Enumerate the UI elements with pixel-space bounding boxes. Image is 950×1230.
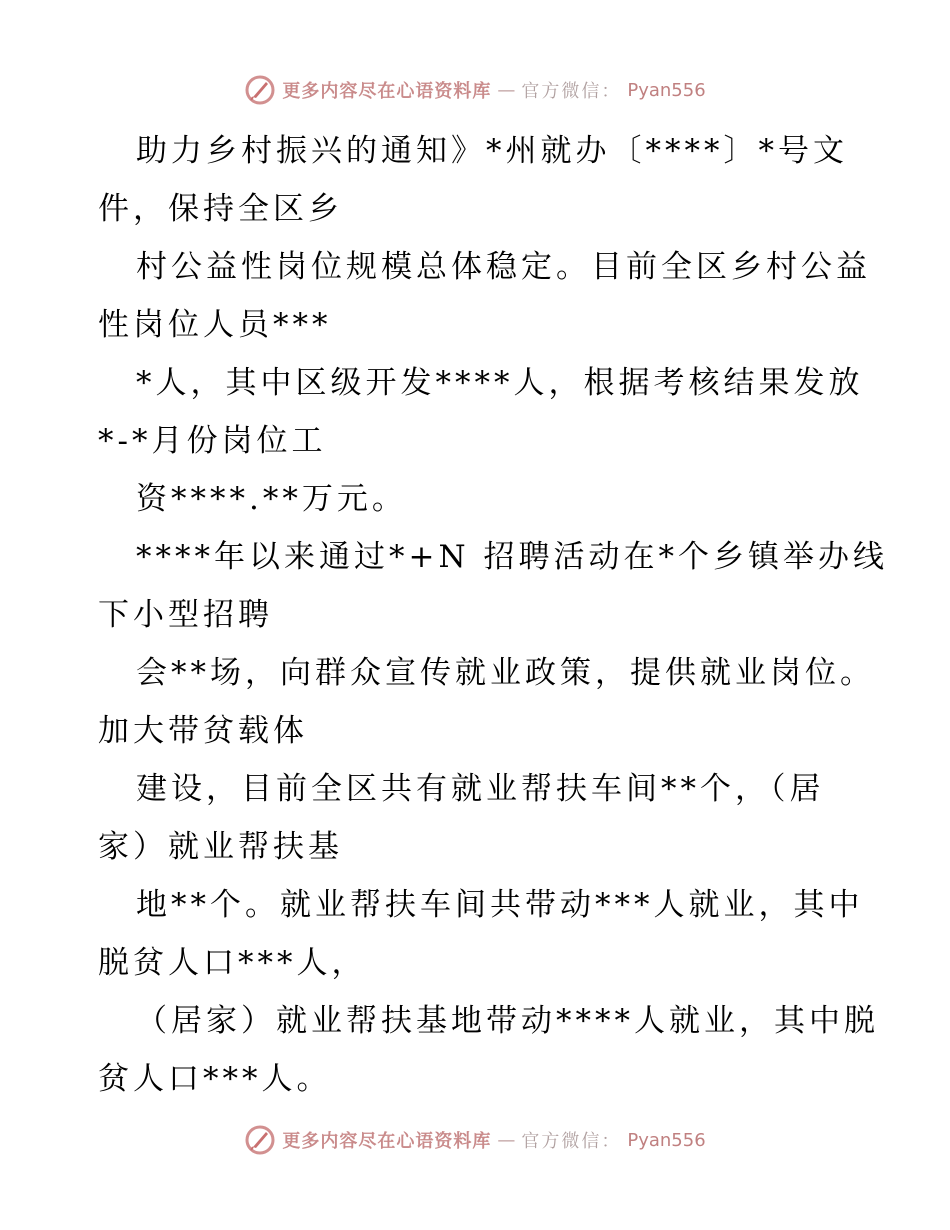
header-watermark <box>0 70 950 110</box>
paragraph-line: 脱贫人口***人， <box>98 945 367 981</box>
paragraph-line: 会**场，向群众宣传就业政策，提供就业岗位。 <box>136 655 875 691</box>
paragraph-line: 件，保持全区乡 <box>98 191 343 227</box>
watermark-wechat-label: 官方微信： <box>521 81 622 102</box>
paragraph-line: 性岗位人员*** <box>98 307 332 343</box>
watermark-slogan: 更多内容尽在心语资料库 <box>282 1131 492 1152</box>
watermark-wechat-id: Pyan556 <box>627 79 706 101</box>
paragraph-line: 建设，目前全区共有就业帮扶车间**个，（居 <box>136 771 825 807</box>
paragraph-line: ****年以来通过*+N 招聘活动在*个乡镇举办线 <box>136 539 888 575</box>
paragraph-line: 下小型招聘 <box>98 597 273 633</box>
paragraph-line: 村公益性岗位规模总体稳定。目前全区乡村公益 <box>136 249 871 285</box>
paragraph-line: *人，其中区级开发****人，根据考核结果发放 <box>136 365 864 401</box>
document-body <box>98 122 888 1108</box>
paragraph-line: 加大带贫载体 <box>98 713 308 749</box>
paragraph-line: 家）就业帮扶基 <box>98 829 343 865</box>
feather-pen-logo-icon <box>244 1124 276 1156</box>
watermark-dash: — <box>497 1129 516 1151</box>
feather-pen-logo-icon <box>244 74 276 106</box>
footer-watermark <box>0 1120 950 1160</box>
paragraph-line: *-*月份岗位工 <box>98 423 327 459</box>
watermark-dash: — <box>497 79 516 101</box>
watermark-wechat-label: 官方微信： <box>521 1131 622 1152</box>
watermark-slogan: 更多内容尽在心语资料库 <box>282 81 492 102</box>
watermark-wechat-id: Pyan556 <box>627 1129 706 1151</box>
paragraph-line: 地**个。就业帮扶车间共带动***人就业，其中 <box>136 887 864 923</box>
paragraph-line: 助力乡村振兴的通知》*州就办〔****〕*号文 <box>136 133 848 169</box>
paragraph-line: 贫人口***人。 <box>98 1061 332 1097</box>
paragraph-line: 资****.**万元。 <box>136 481 407 517</box>
paragraph-line: （居家）就业帮扶基地带动****人就业，其中脱 <box>136 1003 879 1039</box>
